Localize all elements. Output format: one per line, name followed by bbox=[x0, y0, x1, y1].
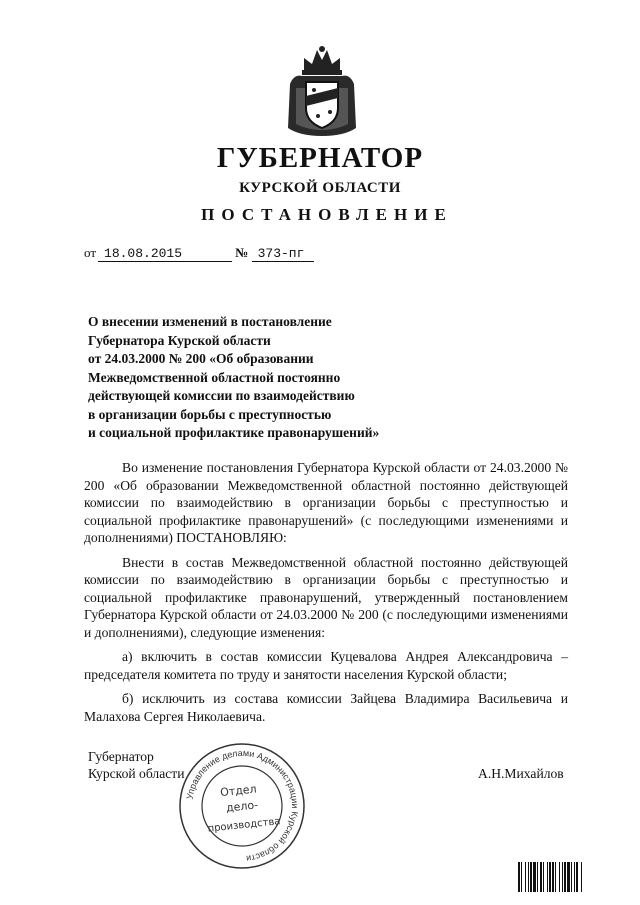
stamp-ring-text: Управление делами Администрации Курской области bbox=[184, 747, 301, 864]
barcode-bar bbox=[567, 862, 570, 892]
heading-line: Губернатора Курской области bbox=[88, 332, 271, 348]
body-paragraph-include: а) включить в состав комиссии Куцевалова Андрея Александровича – председателя комитета по труду и занятости населения Курской области; bbox=[84, 649, 568, 682]
heading-line: действующей комиссии по взаимодействию bbox=[88, 388, 355, 403]
document-type: ПОСТАНОВЛЕНИЕ bbox=[201, 205, 453, 224]
barcode-bar bbox=[574, 862, 575, 892]
document-heading bbox=[88, 313, 448, 443]
barcode-bar bbox=[549, 862, 551, 892]
heading-line: и социальной профилактике правонарушений» bbox=[88, 425, 380, 440]
barcode-bar bbox=[518, 862, 520, 892]
barcode-icon bbox=[518, 862, 622, 892]
stamp-inner-line: дело- bbox=[225, 798, 259, 815]
number-prefix: № bbox=[235, 245, 249, 260]
date-number-line bbox=[84, 245, 314, 262]
barcode-bar bbox=[521, 862, 522, 892]
barcode-bar bbox=[537, 862, 538, 892]
barcode-bar bbox=[571, 862, 572, 892]
barcode-bar bbox=[543, 862, 544, 892]
signatory-name: А.Н.Михайлов bbox=[478, 766, 564, 781]
body-paragraph-preamble: Во изменение постановления Губернатора Курской области от 24.03.2000 № 200 «Об образовании Межведомственной областной постоянно действующей комиссии по взаимодействию в организации борьбы с преступностью и социальной профилактике правонарушений» (с последующими изменениями и дополнениями) ПОСТАНОВЛЯЮ: bbox=[84, 460, 568, 545]
barcode-bar bbox=[533, 862, 536, 892]
body-paragraph-exclude: б) исключить из состава комиссии Зайцева Владимира Васильевича и Малахова Сергея Николаевича. bbox=[84, 691, 568, 724]
barcode-bar bbox=[552, 862, 554, 892]
barcode-bar bbox=[562, 862, 563, 892]
document-date: 18.08.2015 bbox=[98, 247, 232, 262]
barcode-bar bbox=[525, 862, 526, 892]
heading-line: в организации борьбы с преступностью bbox=[88, 406, 332, 422]
barcode-bar bbox=[528, 862, 529, 892]
stamp-inner-line: Отдел bbox=[219, 782, 258, 800]
barcode-bar bbox=[559, 862, 560, 892]
stamp-inner-line: производства bbox=[207, 816, 281, 835]
date-prefix: от bbox=[84, 245, 97, 260]
round-stamp-icon bbox=[178, 742, 306, 870]
barcode-bar bbox=[564, 862, 566, 892]
body-paragraph-changes: Внести в состав Межведомственной областной постоянно действующей комиссии по взаимодействию в организации борьбы с преступностью и социальной профилактике правонарушений, утвержденный постановлением Губернатора Курской области от 24.03.2000 № 200 (с последующими изменениями и дополнениями), следующие изменения: bbox=[84, 554, 568, 640]
barcode-bar bbox=[547, 862, 548, 892]
heading-line: О внесении изменений в постановление bbox=[88, 314, 332, 329]
signatory-position-line: Губернатор bbox=[88, 749, 154, 764]
barcode-bar bbox=[540, 862, 542, 892]
heading-line: от 24.03.2000 № 200 «Об образовании bbox=[88, 351, 314, 366]
barcode-bar bbox=[555, 862, 556, 892]
document-body bbox=[84, 459, 568, 732]
barcode-bar bbox=[576, 862, 578, 892]
signatory-position-line: Курской области bbox=[88, 766, 185, 781]
heading-line: Межведомственной областной постоянно bbox=[88, 369, 341, 385]
coat-of-arms-icon bbox=[284, 44, 360, 140]
issuer-title: ГУБЕРНАТОР bbox=[216, 142, 424, 174]
signatory-position bbox=[88, 748, 185, 782]
document-number: 373-пг bbox=[252, 247, 314, 262]
barcode-bar bbox=[530, 862, 532, 892]
barcode-bar bbox=[581, 862, 582, 892]
issuer-region: КУРСКОЙ ОБЛАСТИ bbox=[239, 180, 401, 196]
